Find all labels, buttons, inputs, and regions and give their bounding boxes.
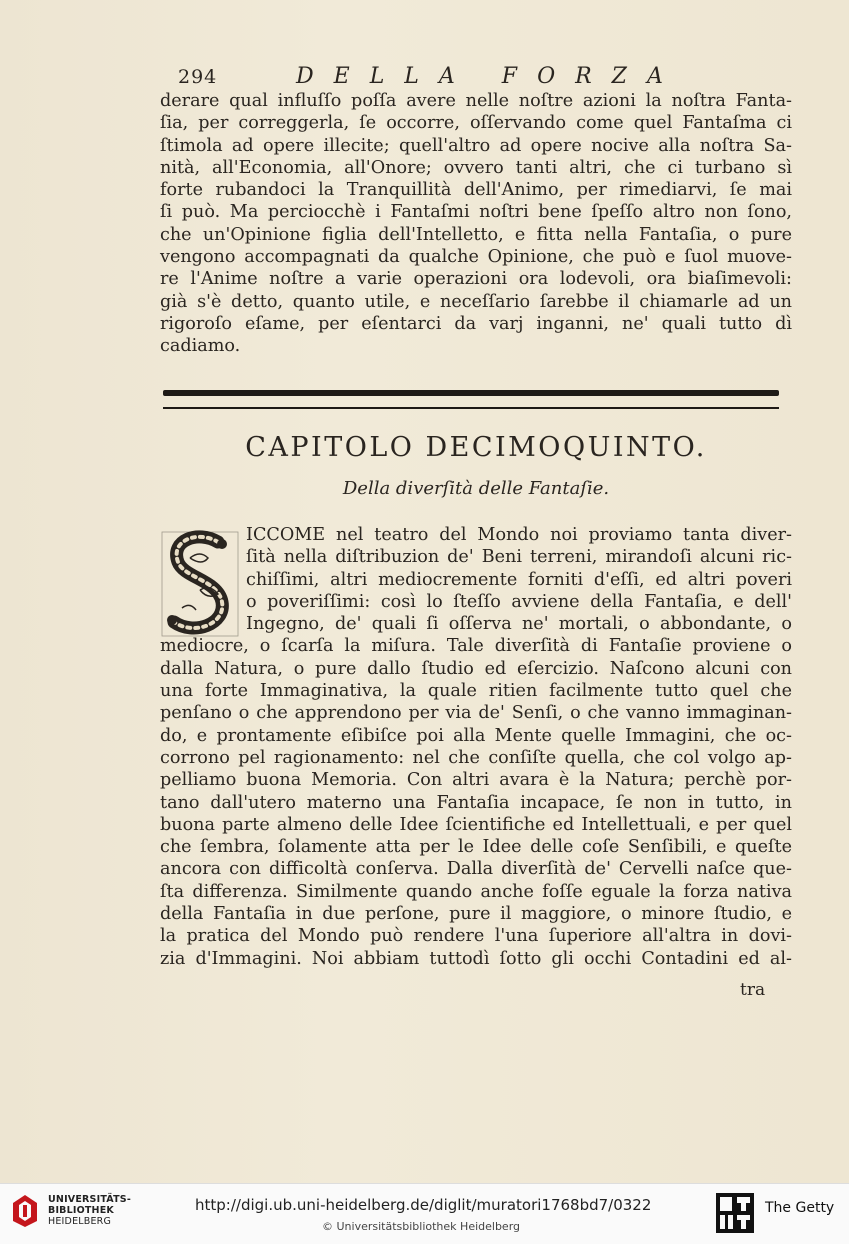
university-library-logo-icon[interactable] [10,1193,40,1229]
text-line: la pratica del Mondo può rendere l'una ſuperiore all'altra in dovi- [160,926,792,947]
text-line: ſi può. Ma perciocchè i Fantaſmi noſtri bene ſpeſſo altro non ſono, [160,202,792,223]
chapter-subtitle: Della diverſità delle Fantaſie. [342,478,610,499]
text-line: che ſembra, ſolamente atta per le Idee delle coſe Senſibili, e queſte [160,837,792,858]
text-line: ſità nella diſtribuzion de' Beni terreni, mirandoſi alcuni ric- [246,547,792,568]
text-line: ſia, per correggerla, ſe occorre, oſſervando come quel Fantaſma ci [160,113,792,134]
paragraph-continuation [160,90,792,358]
text-line: ancora con difficoltà conſerva. Dalla diverſità de' Cervelli naſce que- [160,859,792,880]
text-line: tano dall'utero materno una Fantaſia incapace, ſe non in tutto, in [160,792,792,813]
text-line: della Fantaſia in due perſone, pure il maggiore, o minore ſtudio, e [160,904,792,925]
catchword: tra [740,980,766,1000]
paragraph-main [160,524,792,970]
text-line: mediocre, o ſcarſa la miſura. Tale diverſità di Fantaſie proviene o [160,636,792,657]
text-line: zia d'Immagini. Noi abbiam tuttodì ſotto gli occhi Contadini ed al- [160,948,792,969]
text-line: nità, all'Economia, all'Onore; ovvero tanti altri, che ci turbano sì [160,157,792,178]
copyright-notice: © Universitätsbibliothek Heidelberg [322,1220,521,1233]
viewer-footer [0,1183,849,1244]
text-line: chiſſimi, altri mediocremente forniti d'eſſi, ed altri poveri [246,569,792,590]
text-line: corrono pel ragionamento: nel che conſiſte quella, che col volgo ap- [160,747,792,768]
permalink-url[interactable]: http://digi.ub.uni-heidelberg.de/diglit/muratori1768bd7/0322 [195,1196,652,1214]
section-rule-thin [163,407,779,409]
text-line: che un'Opinione figlia dell'Intelletto, e fitta nella Fantaſia, o pure [160,224,792,245]
text-line: pelliamo buona Memoria. Con altri avara è la Natura; perchè por- [160,770,792,791]
text-line: ICCOME nel teatro del Mondo noi proviamo tanta diver- [246,525,792,545]
text-line: buona parte almeno delle Idee ſcientifiche ed Intellettuali, e per quel [160,814,792,835]
text-line: forte rubandoci la Tranquillità dell'Animo, per rimediarvi, ſe mai [160,180,792,201]
text-line: dalla Natura, o pure dallo ſtudio ed eſercizio. Naſcono alcuni con [160,658,792,679]
text-line: o poveriſſimi: così lo ſteſſo avviene della Fantaſia, e dell' [246,591,792,612]
text-line: derare qual influſſo poſſa avere nelle noſtre azioni la noſtra Fanta- [160,91,792,111]
text-line: ſta differenza. Similmente quando anche foſſe eguale la forza nativa [160,881,792,902]
text-line: ſtimola ad opere illecite; quell'altro ad opere nocive alla noſtra Sa- [160,135,792,156]
text-line: vengono accompagnati da qualche Opinione, che può e ſuol muove- [160,247,792,268]
text-line: penſano o che apprendono per via de' Senſi, o che vanno immaginan- [160,703,792,724]
section-rule-thick [163,390,779,396]
text-line: Ingegno, de' quali ſi oſſerva ne' mortali, o abbondante, o [246,614,792,635]
text-line: rigoroſo eſame, per eſentarci da varj inganni, ne' quali tutto dì [160,313,792,334]
text-line: una forte Immaginativa, la quale ritien facilmente tutto quel che [160,681,792,702]
library-name[interactable] [48,1194,131,1227]
library-name-line: HEIDELBERG [48,1216,112,1227]
text-line: già s'è detto, quanto utile, e neceſſario ſarebbe il chiamarle ad un [160,291,792,312]
getty-logo-icon[interactable] [716,1193,754,1233]
library-name-line: BIBLIOTHEK [48,1205,114,1216]
chapter-title: CAPITOLO DECIMOQUINTO. [245,432,707,463]
text-line: re l'Anime noſtre a varie operazioni ora lodevoli, ora biaſimevoli: [160,269,792,290]
partner-name[interactable]: The Getty [765,1200,835,1216]
text-line: cadiamo. [160,336,241,357]
running-title: DELLA FORZA [296,64,683,89]
text-line: do, e prontamente eſibiſce poi alla Mente quelle Immagini, che oc- [160,725,792,746]
library-name-line: UNIVERSITÄTS- [48,1194,131,1205]
page-number: 294 [178,66,218,88]
